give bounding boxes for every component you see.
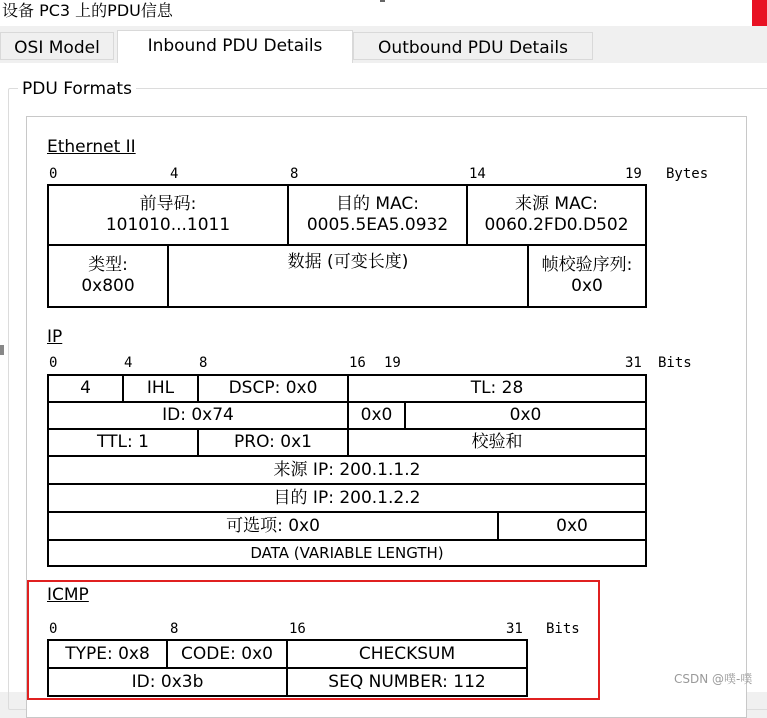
ethernet-ruler-19: 19	[625, 166, 642, 182]
ip-version-cell	[47, 374, 124, 403]
ip-ihl: IHL	[146, 378, 175, 398]
ip-total-length: TL: 28	[470, 378, 524, 398]
minimize-icon[interactable]	[380, 0, 385, 2]
ip-padding: 0x0	[556, 515, 588, 536]
ip-dscp-cell	[197, 374, 349, 403]
ethernet-type-cell	[47, 244, 169, 308]
ethernet-ruler-14: 14	[469, 166, 486, 182]
icmp-type: TYPE: 0x8	[65, 643, 150, 664]
ip-ttl-cell	[47, 428, 199, 457]
close-button[interactable]	[752, 0, 767, 26]
left-edge-mark	[0, 345, 4, 355]
ip-ttl: TTL: 1	[97, 432, 149, 452]
ip-ihl-cell	[122, 374, 199, 403]
icmp-id-cell	[47, 667, 288, 697]
ethernet-preamble: 前导码: 101010...1011	[105, 194, 231, 235]
ip-source: 来源 IP: 200.1.1.2	[273, 459, 421, 480]
ip-ruler-31: 31	[625, 355, 642, 371]
icmp-code-cell	[166, 639, 288, 669]
icmp-seq-number: SEQ NUMBER: 112	[328, 671, 486, 692]
ethernet-preamble-cell	[47, 184, 289, 246]
watermark: CSDN @噗-噗	[674, 672, 753, 686]
ip-unit: Bits	[658, 355, 692, 371]
ip-checksum-cell	[347, 428, 647, 457]
icmp-id: ID: 0x3b	[131, 671, 204, 692]
ethernet-fcs: 帧校验序列: 0x0	[541, 255, 633, 296]
ip-padding-cell	[497, 511, 647, 541]
tab-osi-model[interactable]: OSI Model	[0, 32, 114, 60]
ip-data-cell	[47, 539, 647, 567]
ip-version: 4	[80, 378, 91, 398]
ethernet-unit: Bytes	[666, 166, 709, 182]
icmp-ruler-0: 0	[49, 621, 58, 637]
ip-tl-cell	[347, 374, 647, 403]
icmp-title: ICMP	[47, 585, 89, 605]
window-title: 设备 PC3 上的PDU信息	[2, 1, 173, 20]
pdu-formats-label: PDU Formats	[18, 78, 136, 100]
ethernet-dest-mac-cell	[287, 184, 468, 246]
ip-dscp: DSCP: 0x0	[228, 378, 318, 398]
icmp-ruler-8: 8	[170, 621, 179, 637]
ip-options: 可选项: 0x0	[226, 515, 320, 536]
ethernet-src-mac-cell	[466, 184, 647, 246]
ip-title: IP	[47, 327, 63, 347]
title-bar	[0, 0, 767, 26]
ip-flags: 0x0	[360, 405, 393, 425]
ethernet-ruler-0: 0	[49, 166, 58, 182]
ip-checksum: 校验和	[471, 432, 523, 452]
ip-ruler-4: 4	[124, 355, 133, 371]
icmp-unit: Bits	[546, 621, 580, 637]
ethernet-src-mac: 来源 MAC: 0060.2FD0.D502	[484, 194, 629, 235]
ip-flags-cell	[347, 401, 406, 430]
ip-fragment-offset: 0x0	[509, 405, 542, 425]
icmp-checksum: CHECKSUM	[358, 643, 456, 664]
tab-inbound-pdu-details[interactable]: Inbound PDU Details	[117, 30, 353, 63]
ethernet-data-cell	[167, 244, 529, 308]
ip-id: ID: 0x74	[162, 405, 234, 425]
ethernet-title: Ethernet II	[47, 137, 136, 157]
ip-src-cell	[47, 455, 647, 485]
ip-ruler-0: 0	[49, 355, 58, 371]
icmp-ruler-16: 16	[289, 621, 306, 637]
icmp-seq-cell	[286, 667, 528, 697]
tab-outbound-pdu-details[interactable]: Outbound PDU Details	[353, 32, 593, 60]
ethernet-data: 数据 (可变长度)	[287, 252, 409, 272]
ip-data: DATA (VARIABLE LENGTH)	[250, 543, 444, 562]
ip-destination: 目的 IP: 200.1.2.2	[273, 487, 421, 508]
ip-protocol: PRO: 0x1	[234, 432, 312, 452]
ip-protocol-cell	[197, 428, 349, 457]
ip-ruler-16: 16	[349, 355, 366, 371]
ethernet-fcs-cell	[527, 244, 647, 308]
ethernet-ruler-4: 4	[170, 166, 179, 182]
ethernet-ruler-8: 8	[290, 166, 299, 182]
icmp-code: CODE: 0x0	[181, 643, 273, 664]
ip-ruler-19: 19	[384, 355, 401, 371]
ip-options-cell	[47, 511, 499, 541]
ip-frag-cell	[404, 401, 647, 430]
icmp-checksum-cell	[286, 639, 528, 669]
ip-ruler-8: 8	[199, 355, 208, 371]
ethernet-dest-mac: 目的 MAC: 0005.5EA5.0932	[306, 194, 449, 235]
ethernet-type: 类型: 0x800	[81, 255, 135, 296]
icmp-type-cell	[47, 639, 168, 669]
ip-id-cell	[47, 401, 349, 430]
icmp-ruler-31: 31	[506, 621, 523, 637]
ip-dst-cell	[47, 483, 647, 513]
